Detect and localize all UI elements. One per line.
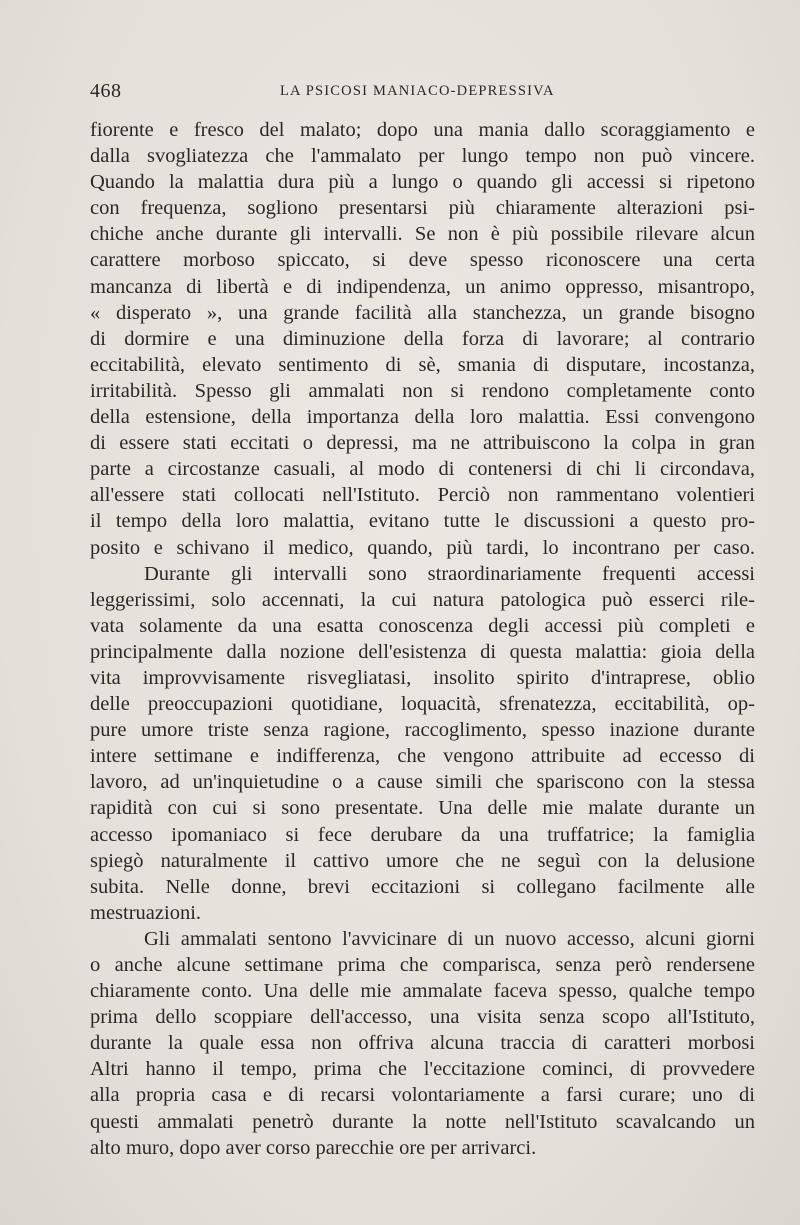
text-line: chiaramente conto. Una delle mie ammalate faceva spesso, qualche tempo [90,980,755,1003]
text-line: vita improvvisamente risvegliatasi, insolito spirito d'intraprese, oblio [90,666,755,689]
text-line: alla propria casa e di recarsi volontariamente a farsi curare; uno di [90,1084,755,1107]
paragraph-3 [90,926,755,1161]
text-line: subita. Nelle donne, brevi eccitazioni si collegano facilmente alle [90,875,755,898]
text-line: questi ammalati penetrò durante la notte nell'Istituto scavalcando un [90,1110,755,1133]
text-line: chiche anche durante gli intervalli. Se non è più possibile rilevare alcun [90,223,755,246]
text-line: eccitabilità, elevato sentimento di sè, smania di disputare, incostanza, [90,353,755,376]
text-line: Gli ammalati sentono l'avvicinare di un nuovo accesso, alcuni giorni [144,927,755,950]
running-title: LA PSICOSI MANIACO-DEPRESSIVA [280,83,555,99]
text-line: mestruazioni. [90,901,202,924]
text-line: posito e schivano il medico, quando, più tardi, lo incontrano per caso. [90,536,755,559]
text-line: delle preoccupazioni quotidiane, loquacità, sfrenatezza, eccitabilità, op- [90,693,755,716]
text-line: lavoro, ad un'inquietudine o a cause simili che spariscono con la stessa [90,771,755,794]
text-line: carattere morboso spiccato, si deve spesso riconoscere una certa [90,249,755,272]
text-line: spiegò naturalmente il cattivo umore che ne seguì con la delusione [90,849,755,872]
paragraph-2 [90,561,755,926]
text-line: vata solamente da una esatta conoscenza degli accessi più completi e [90,614,755,637]
body-text [90,117,755,1161]
text-line: o anche alcune settimane prima che comparisca, senza però rendersene [90,954,755,976]
text-line: prima dello scoppiare dell'accesso, una visita senza scopo all'Istituto, [90,1006,755,1029]
text-line: con frequenza, sogliono presentarsi più chiaramente alterazioni psi- [90,197,755,220]
text-line: rapidità con cui si sono presentate. Una delle mie malate durante un [90,797,755,820]
text-line: fiorente e fresco del malato; dopo una mania dallo scoraggiamento e [90,119,755,141]
text-line: principalmente dalla nozione dell'esistenza di questa malattia: gioia della [90,640,755,663]
text-line: di essere stati eccitati o depressi, ma ne attribuiscono la colpa in gran [90,432,755,455]
text-line: irritabilità. Spesso gli ammalati non si rendono completamente conto [90,379,755,402]
page-number: 468 [90,80,122,102]
text-line: della estensione, della importanza della loro malattia. Essi convengono [90,406,755,429]
text-line: dalla svogliatezza che l'ammalato per lungo tempo non può vincere. [90,145,755,168]
text-line: durante la quale essa non offriva alcuna traccia di caratteri morbosi [90,1032,755,1055]
text-line: il tempo della loro malattia, evitano tutte le discussioni a questo pro- [90,510,755,533]
page-header [90,80,755,104]
text-line: alto muro, dopo aver corso parecchie ore per arrivarci. [90,1136,537,1159]
paragraph-1 [90,117,755,561]
text-line: pure umore triste senza ragione, raccoglimento, spesso inazione durante [90,719,755,742]
text-line: di dormire e una diminuzione della forza di lavorare; al contrario [90,327,755,350]
text-line: Durante gli intervalli sono straordinariamente frequenti accessi [144,562,755,585]
text-line: parte a circostanze casuali, al modo di contenersi di chi li circondava, [90,458,755,481]
text-line: Quando la malattia dura più a lungo o quando gli accessi si ripetono [90,171,755,194]
text-line: Altri hanno il tempo, prima che l'eccitazione cominci, di provvedere [90,1058,755,1081]
text-line: intere settimane e indifferenza, che vengono attribuite ad eccesso di [90,745,755,768]
text-line: « disperato », una grande facilità alla stanchezza, un grande bisogno [90,301,755,324]
text-line: accesso ipomaniaco si fece derubare da una truffatrice; la famiglia [90,823,755,846]
text-line: mancanza di libertà e di indipendenza, un animo oppresso, misantropo, [90,275,755,298]
text-line: leggerissimi, solo accennati, la cui natura patologica può esserci rile- [90,588,755,611]
text-line: all'essere stati collocati nell'Istituto. Perciò non rammentano volentieri [90,484,755,507]
